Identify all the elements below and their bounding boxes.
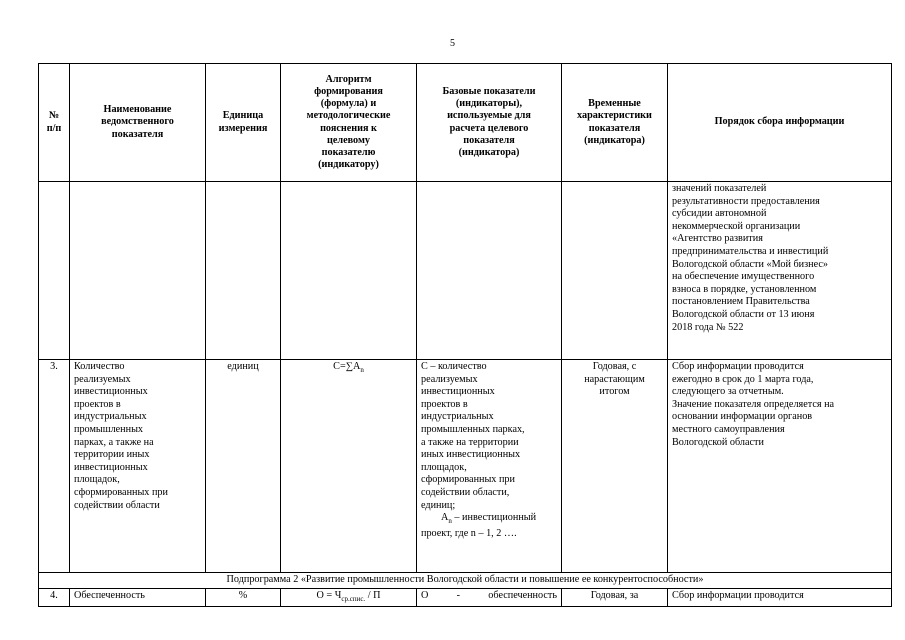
header-indicator-name: Наименование ведомственного показателя <box>70 64 206 182</box>
indicators-table <box>38 63 892 607</box>
cell-base-indicators: О - обеспеченность <box>417 589 562 607</box>
cell-empty <box>206 182 281 360</box>
cell-indicator-name: Обеспеченность <box>70 589 206 607</box>
cell-time: Годовая, за <box>562 589 668 607</box>
cell-formula: $O = Ч_{ср.спис.} / П$ <box>281 589 417 607</box>
cell-base-indicators: С – количество реализуемых инвестиционных проектов в индустриальных промышленных парках, а также на территории иных инвестиционных площадок, сформированных при содействии области, единиц; $A_n$ – инвестиционный проект, где n – 1, 2 …. <box>417 360 562 573</box>
cell-num: 3. <box>39 360 70 573</box>
table-row <box>39 360 892 573</box>
header-unit: Единица измерения <box>206 64 281 182</box>
page-number: 5 <box>450 38 455 49</box>
header-time-characteristics: Временные характеристики показателя (индикатора) <box>562 64 668 182</box>
header-num: № п/п <box>39 64 70 182</box>
cell-procedure: значений показателей результативности предоставления субсидии автономной некоммерческой организации «Агентство развития предпринимательства и инвестиций Вологодской области «Мой бизнес» на обеспечение имущественного взноса в порядке, установленном постановлением Правительства Вологодской области от 13 июня 2018 года № 522 <box>668 182 892 360</box>
subprogram-title: Подпрограмма 2 «Развитие промышленности Вологодской области и повышение ее конкурентоспособности» <box>39 573 892 589</box>
cell-procedure: Сбор информации проводится <box>668 589 892 607</box>
header-collection-procedure: Порядок сбора информации <box>668 64 892 182</box>
table-header-row <box>39 64 892 182</box>
subprogram-row <box>39 573 892 589</box>
cell-formula: $C=\sum A_n$ <box>281 360 417 573</box>
cell-time: Годовая, с нарастающим итогом <box>562 360 668 573</box>
cell-empty <box>562 182 668 360</box>
cell-empty <box>39 182 70 360</box>
cell-empty <box>417 182 562 360</box>
cell-procedure: Сбор информации проводится ежегодно в срок до 1 марта года, следующего за отчетным. Значение показателя определяется на основании информации органов местного самоуправления Вологодской области <box>668 360 892 573</box>
cell-unit: % <box>206 589 281 607</box>
cell-num: 4. <box>39 589 70 607</box>
header-base-indicators: Базовые показатели (индикаторы), используемые для расчета целевого показателя (индикатора) <box>417 64 562 182</box>
table-row <box>39 182 892 360</box>
table-row <box>39 589 892 607</box>
cell-empty <box>70 182 206 360</box>
cell-unit: единиц <box>206 360 281 573</box>
cell-indicator-name: Количество реализуемых инвестиционных проектов в индустриальных промышленных парках, а также на территории иных инвестиционных площадок, сформированных при содействии области <box>70 360 206 573</box>
header-algorithm: Алгоритм формирования (формула) и методологические пояснения к целевому показателю (индикатору) <box>281 64 417 182</box>
cell-empty <box>281 182 417 360</box>
